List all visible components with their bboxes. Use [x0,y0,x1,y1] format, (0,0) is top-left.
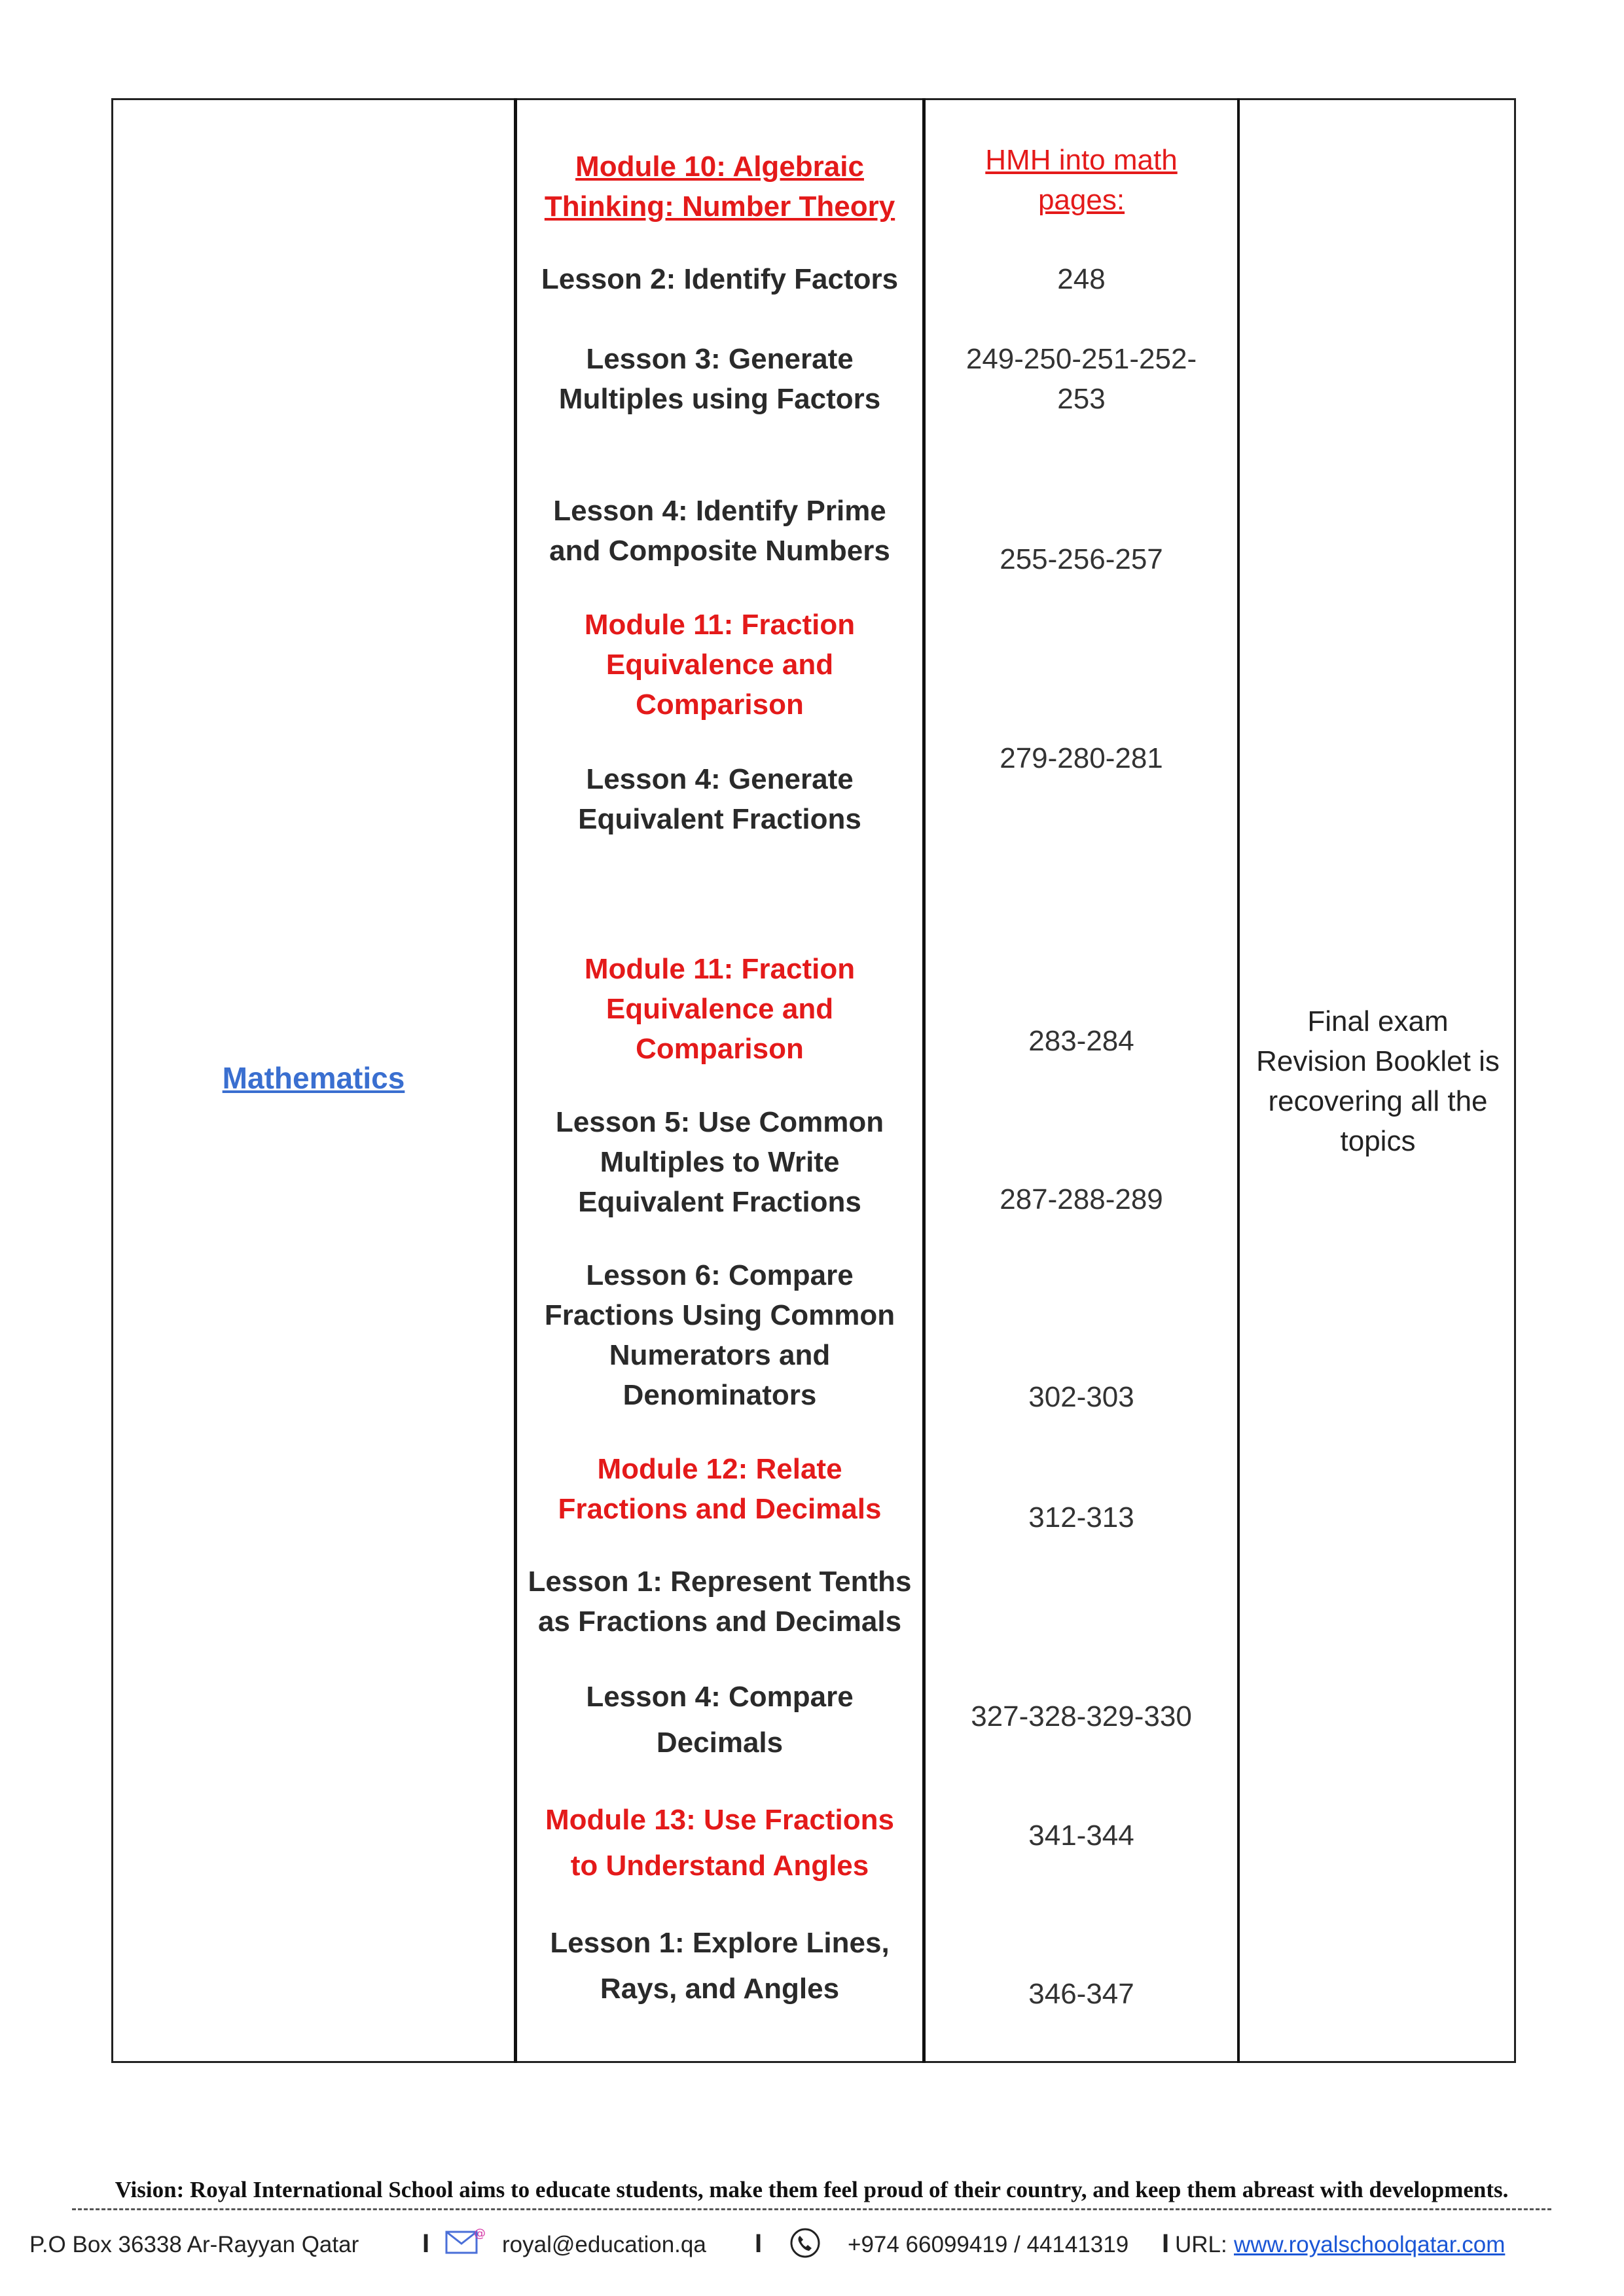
notes-line: topics [1340,1125,1416,1157]
lesson-entry [517,1102,922,1222]
page-range [926,539,1237,579]
page-range-line: 248 [1057,263,1106,295]
page-range [926,339,1237,419]
lesson-title-line: Rays, and Angles [600,1973,840,2005]
pages-header [926,140,1237,220]
module-title-line: Comparison [636,1033,804,1065]
notes-line: Revision Booklet is [1256,1045,1500,1077]
footer-divider [72,2208,1551,2210]
lesson-entry [517,1562,922,1641]
page-range [926,1377,1237,1417]
lesson-title-line: as Fractions and Decimals [537,1605,902,1638]
module-heading [517,949,922,1069]
module-heading [517,147,922,226]
lesson-title-line: Lesson 3: Generate [586,343,854,375]
lesson-title-line: Multiples using Factors [558,383,881,415]
svg-text:@: @ [474,2227,486,2240]
contact-bar [29,2227,1600,2271]
module-title-line: Fractions and Decimals [558,1493,882,1525]
separator: I [1162,2229,1170,2258]
page-range-line: 341-344 [1028,1820,1134,1852]
lesson-title-line: Lesson 2: Identify Factors [541,263,899,295]
module-title-line: Module 12: Relate [597,1453,842,1485]
phone-icon [789,2227,821,2265]
subject-link[interactable]: Mathematics [222,1061,405,1095]
page-range-line: 255-256-257 [1000,543,1163,575]
module-heading [517,605,922,725]
lesson-entry [517,1920,922,2012]
page-range-line: 302-303 [1028,1381,1134,1413]
page-range [926,1498,1237,1537]
separator: I [422,2229,430,2258]
page-range-line: 279-280-281 [1000,742,1163,774]
page-range [926,1974,1237,2014]
lesson-title-line: Lesson 1: Explore Lines, [550,1927,890,1959]
vision-statement: Vision: Royal International School aims to educate students, make them feel proud of their country, and keep them abreast with developments. [115,2177,1509,2202]
page-range-line: 312-313 [1028,1501,1134,1534]
module-title-line: Equivalence and [605,649,834,681]
header-line: pages: [1038,184,1125,216]
lesson-title-line: Numerators and [609,1339,831,1371]
notes-cell [1240,1001,1516,1161]
lesson-entry [517,1674,922,1766]
module-title-line: Module 11: Fraction [584,609,856,641]
website-link[interactable]: www.royalschoolqatar.com [1234,2232,1506,2257]
lesson-title-line: Equivalent Fractions [578,1186,861,1218]
module-title-line: Equivalence and [605,993,834,1025]
header-line: HMH into math [985,144,1178,176]
notes-line: Final exam [1307,1005,1449,1037]
module-title-line: Comparison [636,689,804,721]
lesson-entry [517,491,922,571]
lesson-title-line: Lesson 1: Represent Tenths [528,1566,912,1598]
lesson-title-line: Equivalent Fractions [578,803,861,835]
module-title-line: Module 13: Use Fractions [545,1804,894,1836]
page-range [926,1696,1237,1736]
lesson-entry [517,339,922,419]
lesson-title-line: Multiples to Write [600,1146,840,1178]
separator: I [755,2229,763,2258]
lesson-title-line: and Composite Numbers [549,535,890,567]
page-range [926,259,1237,299]
lesson-title-line: Lesson 4: Generate [586,763,854,795]
module-heading [517,1449,922,1529]
address-text: P.O Box 36338 Ar-Rayyan Qatar [29,2232,359,2257]
notes-line: recovering all the [1268,1085,1488,1117]
lesson-entry [517,1255,922,1415]
page-range [926,1179,1237,1219]
page-range [926,1021,1237,1061]
page-range-line: 287-288-289 [1000,1183,1163,1215]
lesson-title-line: Fractions Using Common [544,1299,895,1331]
lesson-title-line: Lesson 4: Identify Prime [553,495,886,527]
module-title-line: Thinking: Number Theory [544,190,895,223]
email-text[interactable]: royal@education.qa [502,2232,706,2257]
phone-text: +974 66099419 / 44141319 [848,2232,1129,2257]
lesson-title-line: Decimals [656,1727,784,1759]
page-range [926,1816,1237,1856]
module-heading [517,1797,922,1889]
module-title-line: to Understand Angles [570,1850,869,1882]
page-range-line: 253 [1057,383,1106,415]
lesson-entry [517,759,922,839]
module-title-line: Module 10: Algebraic [575,151,864,183]
page-range-line: 346-347 [1028,1978,1134,2010]
page-range-line: 327-328-329-330 [971,1700,1192,1732]
lesson-entry [517,259,922,299]
module-title-line: Module 11: Fraction [584,953,856,985]
lesson-title-line: Denominators [623,1379,817,1411]
url-label: URL: [1175,2232,1227,2257]
page-range-line: 283-284 [1028,1025,1134,1057]
lesson-title-line: Lesson 6: Compare [586,1259,854,1291]
email-icon [445,2227,486,2261]
page-range [926,738,1237,778]
page-range-line: 249-250-251-252- [965,343,1197,375]
lesson-title-line: Lesson 5: Use Common [555,1106,884,1138]
lesson-title-line: Lesson 4: Compare [586,1681,854,1713]
